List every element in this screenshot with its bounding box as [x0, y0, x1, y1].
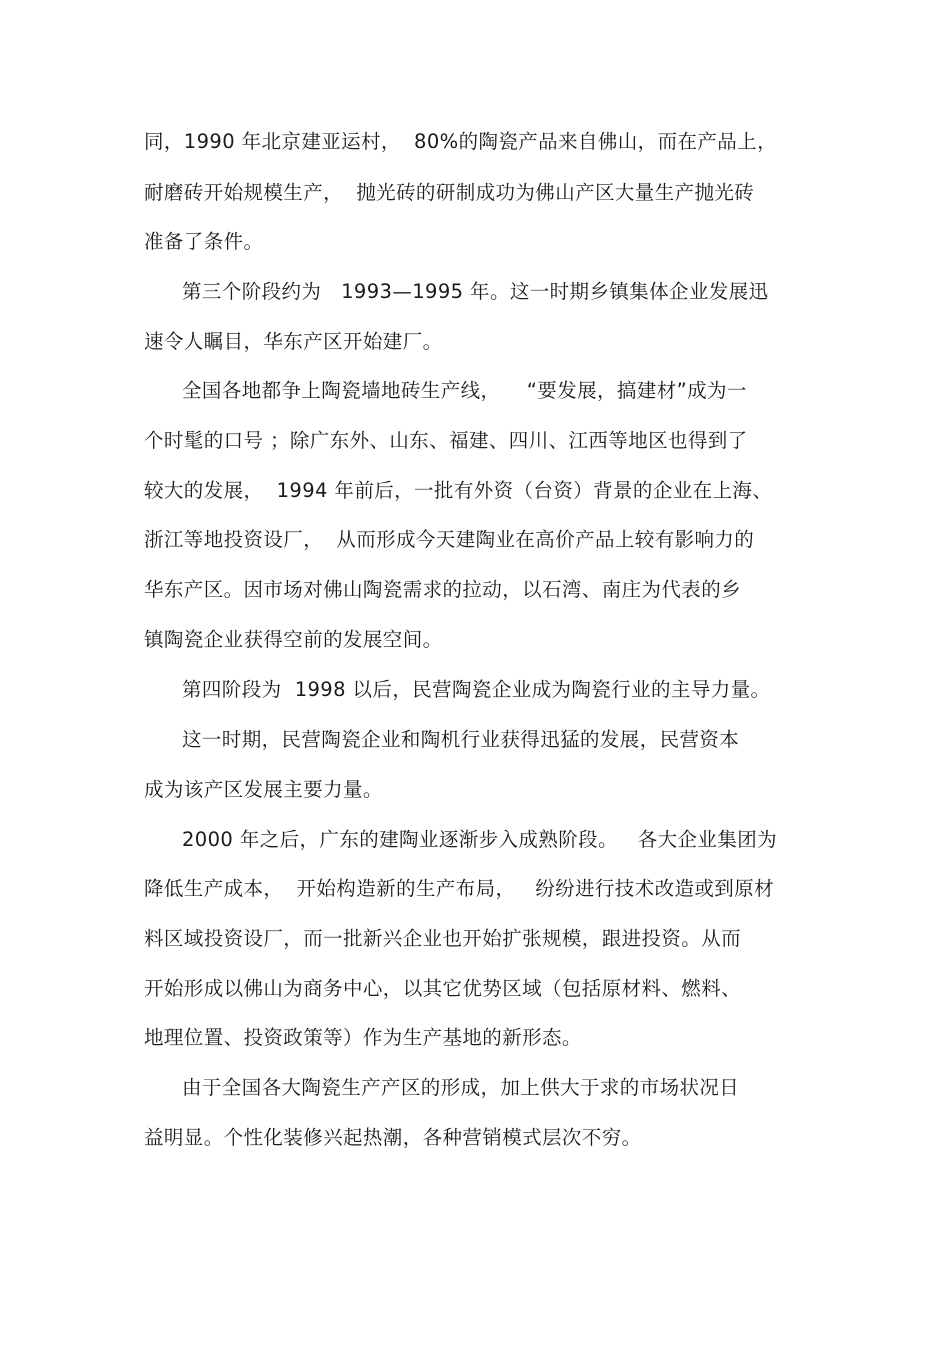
text-line: 镇陶瓷企业获得空前的发展空间。	[144, 628, 443, 651]
text-line: 准备了条件。	[144, 230, 264, 253]
text-line: 较大的发展， 1994 年前后，一批有外资（台资）背景的企业在上海、	[144, 479, 773, 502]
text-line: 第三个阶段约为 1993—1995 年。这一时期乡镇集体企业发展迅	[182, 280, 769, 303]
text-line: 益明显。个性化装修兴起热潮，各种营销模式层次不穷。	[144, 1126, 642, 1149]
text-line: 开始形成以佛山为商务中心，以其它优势区域（包括原材料、燃料、	[144, 977, 742, 1000]
text-line: 耐磨砖开始规模生产， 抛光砖的研制成功为佛山产区大量生产抛光砖	[144, 181, 755, 204]
text-line: 降低生产成本， 开始构造新的生产布局， 纷纷进行技术改造或到原材	[144, 877, 774, 900]
text-line: 这一时期，民营陶瓷企业和陶机行业获得迅猛的发展，民营资本	[182, 728, 740, 751]
text-line: 第四阶段为 1998 以后，民营陶瓷企业成为陶瓷行业的主导力量。	[182, 678, 771, 701]
text-line: 个时髦的口号 ；除广东外、山东、福建、四川、江西等地区也得到了	[144, 429, 748, 452]
text-line: 料区域投资设厂，而一批新兴企业也开始扩张规模，跟进投资。从而	[144, 927, 742, 950]
text-line: 由于全国各大陶瓷生产产区的形成，加上供大于求的市场状况日	[182, 1076, 740, 1099]
text-line: 同，1990 年北京建亚运村， 80%的陶瓷产品来自佛山，而在产品上，	[144, 130, 777, 153]
text-line: 速令人瞩目，华东产区开始建厂。	[144, 330, 443, 353]
text-line: 华东产区。因市场对佛山陶瓷需求的拉动，以石湾、南庄为代表的乡	[144, 578, 742, 601]
text-line: 2000 年之后，广东的建陶业逐渐步入成熟阶段。 各大企业集团为	[182, 828, 778, 851]
text-line: 成为该产区发展主要力量。	[144, 778, 383, 801]
text-line: 地理位置、投资政策等）作为生产基地的新形态。	[144, 1026, 582, 1049]
text-line: 浙江等地投资设厂， 从而形成今天建陶业在高价产品上较有影响力的	[144, 528, 755, 551]
text-line: 全国各地都争上陶瓷墙地砖生产线， “要发展，搞建材”成为一	[182, 379, 747, 402]
